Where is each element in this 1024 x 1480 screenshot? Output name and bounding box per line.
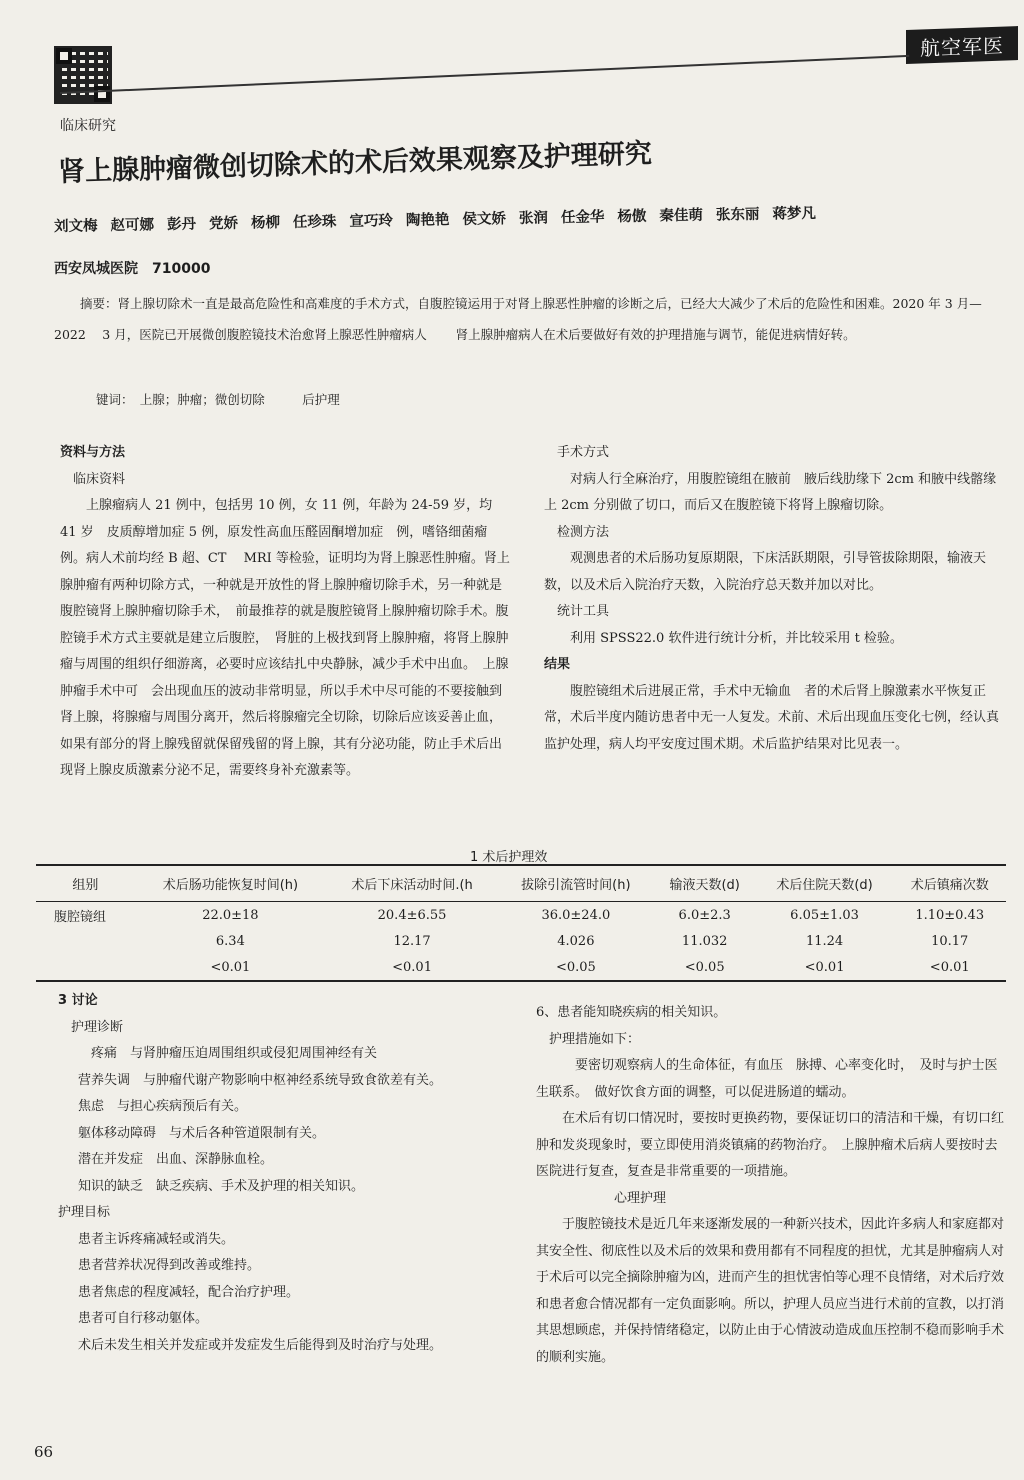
qr-code-icon <box>54 46 112 104</box>
paragraph: 观测患者的术后肠功复原期限，下床活跃期限，引导管拔除期限，输液天数，以及术后入院治疗天数，入院治疗总天数并加以对比。 <box>544 551 987 593</box>
table-cell: 1.10±0.43 <box>915 907 985 923</box>
table-row <box>36 902 1006 929</box>
table-cell: 6.0±2.3 <box>678 907 731 923</box>
affiliation: 西安凤城医院 710000 <box>54 261 211 277</box>
table-cell: <0.01 <box>210 959 251 975</box>
table-cell: 36.0±24.0 <box>541 907 611 923</box>
author-name: 任珍珠 <box>292 214 337 231</box>
paragraph: 于腹腔镜技术是近几年来逐渐发展的一种新兴技术，因此许多病人和家庭都对其安全性、彻底性以及术后的效果和费用都有不同程度的担忧，尤其是肿瘤病人对于术后可以完全摘除肿瘤为凶，进而产生的担忧害怕等心理不良情绪，对术后疗效和患者愈合情况都有一定负面影响。所以，护理人员应当进行术前的宣教，以打消其思想顾虑，并保持情绪稳定，以防止由于心情波动造成血压控制不稳而影响手术的顺利实施。 <box>536 1217 1005 1365</box>
author-name: 秦佳萌 <box>659 207 704 225</box>
paragraph: 检测方法 <box>544 524 610 540</box>
column-header: 组别 <box>36 865 135 902</box>
table-cell: 22.0±18 <box>202 907 259 923</box>
author-name: 杨柳 <box>250 215 281 232</box>
paragraph: 统计工具 <box>544 604 610 619</box>
table-cell: 4.026 <box>557 933 595 949</box>
author-name: 张东丽 <box>715 206 760 224</box>
table-cell: 11.24 <box>805 933 844 949</box>
table-cell: <0.01 <box>804 959 845 975</box>
discussion-item: 躯体移动障碍 与术后各种管道限制有关。 <box>78 1125 326 1141</box>
author-name: 蒋梦凡 <box>772 205 817 223</box>
paper-title: 肾上腺肿瘤微创切除术的术后效果观察及护理研究 <box>57 138 653 188</box>
author-name: 侯文娇 <box>462 211 507 228</box>
table-cell: 腹腔镜组 <box>54 909 107 925</box>
discussion-item: 知识的缺乏 缺乏疾病、手术及护理的相关知识。 <box>78 1178 365 1194</box>
abstract: 摘要：肾上腺切除术一直是最高危险性和高难度的手术方式，自腹腔镜运用于对肾上腺恶性肿瘤的诊断之后，已经大大减少了术后的危险性和困难。2020 年 3 月—2022 3 月，医院已开展微创腹腔镜技术治愈肾上腺恶性肿瘤病人 肾上腺肿瘤病人在术后要做好有效的护理措施与调节，能促进病情好转。 <box>54 296 982 342</box>
author-name: 任金华 <box>560 209 605 227</box>
right-column-methods-results <box>544 440 1004 758</box>
keywords: 键词： 上腺；肿瘤；微创切除 后护理 <box>96 392 340 407</box>
discussion-item: 患者焦虑的程度减轻，配合治疗护理。 <box>78 1284 300 1300</box>
paragraph: 资料与方法 <box>60 445 126 460</box>
paragraph: 心理护理 <box>536 1190 667 1206</box>
author-name: 陶艳艳 <box>405 212 450 229</box>
results-table <box>36 864 1006 982</box>
paragraph: 结果 <box>544 657 571 672</box>
left-column-discussion <box>58 988 528 1359</box>
table-row <box>36 954 1006 981</box>
column-header: 术后下床活动时间.(h <box>326 865 498 902</box>
table-cell: 6.34 <box>215 933 245 949</box>
paragraph: 对病人行全麻治疗，用腹腔镜组在腋前 腋后线肋缘下 2cm 和腋中线髂缘上 2cm 分别做了切口，而后又在腹腔镜下将肾上腺瘤切除。 <box>544 471 997 513</box>
left-column-methods <box>60 440 510 785</box>
table-cell: <0.05 <box>555 959 596 975</box>
column-header: 术后镇痛次数 <box>893 865 1006 902</box>
journal-banner: 航空军医 <box>906 26 1018 64</box>
table-cell: <0.05 <box>684 959 725 975</box>
discussion-item: 患者营养状况得到改善或维持。 <box>78 1258 261 1273</box>
right-column-nursing <box>536 1000 1006 1371</box>
table-cell <box>36 954 135 981</box>
paragraph: 利用 SPSS22.0 软件进行统计分析，并比较采用 t 检验。 <box>570 630 903 646</box>
discussion-item: 术后未发生相关并发症或并发症发生后能得到及时治疗与处理。 <box>78 1337 443 1353</box>
paragraph: 腹腔镜组术后进展正常，手术中无输血 者的术后肾上腺激素水平恢复正常，术后半度内随访患者中无一人复发。术前、术后出现血压变化七例，经认真监护处理，病人均平安度过围术期。术后监护结果对比见表一。 <box>544 683 1000 752</box>
column-header: 术后肠功能恢复时间(h) <box>135 865 326 902</box>
table-cell: 6.05±1.03 <box>790 907 859 923</box>
paragraph: 6、患者能知晓疾病的相关知识。 <box>536 1005 727 1020</box>
header-rule <box>60 55 909 94</box>
table-row <box>36 928 1006 954</box>
table-cell: <0.01 <box>929 959 970 975</box>
author-name: 彭丹 <box>166 216 197 234</box>
discussion-item: 护理诊断 <box>58 1019 124 1035</box>
paragraph: 临床资料 <box>60 471 126 487</box>
discussion-item: 营养失调 与肿瘤代谢产物影响中枢神经系统导致食欲差有关。 <box>78 1072 443 1088</box>
discussion-item: 患者可自行移动躯体。 <box>78 1311 209 1326</box>
discussion-item: 潜在并发症 出血、深静脉血栓。 <box>78 1152 274 1167</box>
table-cell <box>36 928 135 954</box>
table-cell: 11.032 <box>681 933 728 949</box>
discussion-item: 焦虑 与担心疾病预后有关。 <box>78 1099 248 1114</box>
table-cell: 12.17 <box>393 933 431 949</box>
paragraph: 上腺瘤病人 21 例中，包括男 10 例，女 11 例，年龄为 24-59 岁，均 41 岁 皮质醇增加症 5 例，原发性高血压醛固酮增加症 例，嗜铬细菌瘤例。病人术前均经 B 超、CT MRI 等检验，证明均为肾上腺恶性肿瘤。肾上腺肿瘤有两种切除方式，一种就是开放性的肾上腺肿瘤切除手术，另一种就是腹腔镜肾上腺肿瘤切除手术， 前最推荐的就是腹腔镜肾上腺肿瘤切除手术。腹腔镜手术方式主要就是建立后腹腔， 肾脏的上极找到肾上腺肿瘤，将肾上腺肿瘤与周围的组织仔细游离，必要时应该结扎中央静脉，减少手术中出血。 上腺肿瘤手术中可 会出现血压的波动非常明显，所以手术中尽可能的不要接触到肾上腺，将腺瘤与周围分离开，然后将腺瘤完全切除，切除后应该妥善止血，如果有部分的肾上腺残留就保留残留的肾上腺，其有分泌功能，防止手术后出现肾上腺皮质激素分泌不足，需要终身补充激素等。 <box>60 498 510 778</box>
section-label: 临床研究 <box>60 118 116 134</box>
paragraph: 手术方式 <box>544 445 610 460</box>
discussion-item: 护理目标 <box>58 1205 111 1220</box>
paragraph: 护理措施如下： <box>536 1031 641 1047</box>
author-name: 张润 <box>518 210 549 227</box>
discussion-item: 3 讨论 <box>58 993 98 1008</box>
discussion-item: 疼痛 与肾肿瘤压迫周围组织或侵犯周围神经有关 <box>78 1046 378 1061</box>
table-cell: <0.01 <box>392 959 432 975</box>
author-name: 党娇 <box>208 215 239 233</box>
paragraph: 在术后有切口情况时，要按时更换药物，要保证切口的清洁和干燥，有切口红肿和发炎现象时，要立即使用消炎镇痛的药物治疗。 上腺肿瘤术后病人要按时去医院进行复查，复查是非常重要的一项措施。 <box>536 1111 1005 1179</box>
table-header-row <box>36 865 1006 902</box>
author-name: 杨傲 <box>617 208 647 226</box>
author-name: 刘文梅 <box>53 218 98 235</box>
author-name: 宣巧玲 <box>349 213 394 230</box>
discussion-item: 患者主诉疼痛减轻或消失。 <box>78 1231 235 1247</box>
page-number: 66 <box>34 1443 54 1461</box>
author-list <box>54 201 829 236</box>
table-cell: 10.17 <box>931 933 969 949</box>
table-cell: 20.4±6.55 <box>377 907 447 923</box>
author-name: 赵可娜 <box>110 217 155 235</box>
column-header: 术后住院天数(d) <box>756 865 894 902</box>
column-header: 拔除引流管时间(h) <box>498 865 654 902</box>
paragraph: 要密切观察病人的生命体征，有血压 脉搏、心率变化时， 及时与护士医生联系。 做好饮食方面的调整，可以促进肠道的蠕动。 <box>536 1058 998 1100</box>
column-header: 输液天数(d) <box>654 865 756 902</box>
table-caption: 1 术后护理效 <box>470 850 548 865</box>
table-body <box>36 902 1006 982</box>
